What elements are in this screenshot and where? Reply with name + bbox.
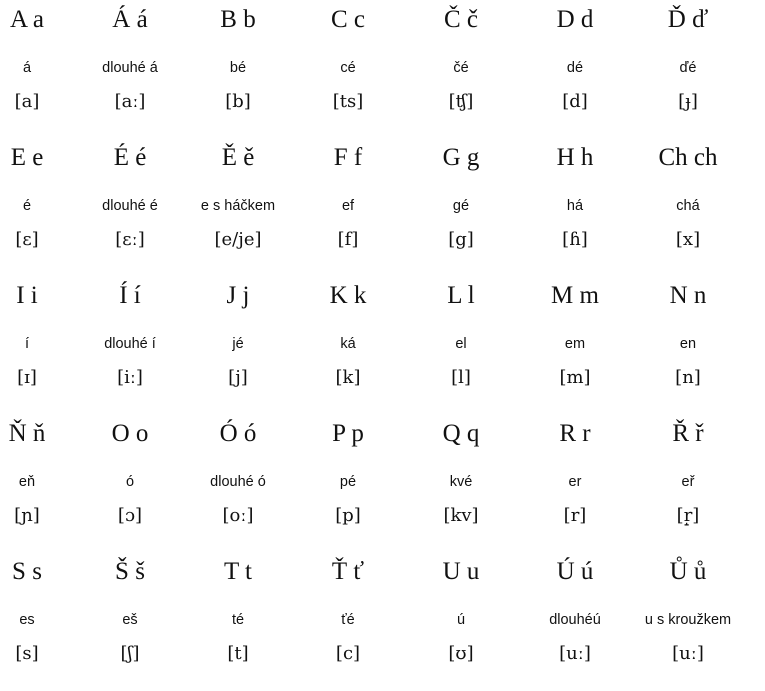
letter-glyph: Ě ě bbox=[221, 144, 255, 171]
letter-ipa: [ʊ] bbox=[448, 643, 474, 664]
letter-glyph: G g bbox=[442, 144, 480, 171]
letter-ipa: [ɛ] bbox=[15, 229, 39, 250]
letter-ipa: [ɦ] bbox=[562, 229, 588, 250]
letter-ipa: [p] bbox=[335, 505, 361, 526]
letter-glyph: H h bbox=[556, 144, 594, 171]
letter-name: há bbox=[566, 198, 584, 214]
letter-name: ó bbox=[125, 474, 135, 490]
letter-ipa: [ɟ] bbox=[678, 91, 698, 112]
letter-ipa: [uː] bbox=[559, 643, 591, 664]
letter-name: dé bbox=[566, 60, 584, 76]
letter-cell bbox=[72, 276, 188, 414]
letter-name: ef bbox=[341, 198, 355, 214]
letter-glyph: N n bbox=[669, 282, 707, 309]
letter-ipa: [f] bbox=[337, 229, 359, 250]
letter-name: bé bbox=[229, 60, 247, 76]
letter-glyph: K k bbox=[329, 282, 367, 309]
letter-glyph: F f bbox=[333, 144, 363, 171]
letter-ipa: [ɲ] bbox=[14, 505, 40, 526]
letter-glyph: E e bbox=[10, 144, 44, 171]
letter-glyph: S s bbox=[12, 558, 42, 585]
letter-glyph: A a bbox=[9, 6, 45, 33]
letter-name: dlouhéú bbox=[549, 612, 601, 628]
letter-ipa: [uː] bbox=[672, 643, 704, 664]
letter-name: čé bbox=[453, 60, 469, 76]
letter-ipa: [r] bbox=[563, 505, 587, 526]
letter-cell bbox=[517, 138, 633, 276]
alphabet-row bbox=[0, 552, 765, 690]
letter-glyph: Q q bbox=[442, 420, 480, 447]
letter-glyph: B b bbox=[220, 6, 256, 33]
letter-ipa: [m] bbox=[559, 367, 591, 388]
letter-name: u s kroužkem bbox=[644, 612, 732, 628]
letter-cell bbox=[290, 552, 406, 690]
letter-name: eř bbox=[681, 474, 695, 490]
letter-glyph: Ň ň bbox=[8, 420, 46, 447]
letter-glyph: Š š bbox=[115, 558, 145, 585]
letter-name: gé bbox=[452, 198, 470, 214]
letter-ipa: [t] bbox=[227, 643, 249, 664]
letter-cell bbox=[403, 276, 519, 414]
letter-name: dlouhé é bbox=[102, 198, 158, 214]
letter-ipa: [a] bbox=[14, 91, 40, 112]
letter-ipa: [l] bbox=[451, 367, 471, 388]
letter-glyph: Ů ů bbox=[669, 558, 707, 585]
letter-glyph: Ť ť bbox=[331, 558, 365, 585]
letter-name: té bbox=[231, 612, 245, 628]
letter-glyph: J j bbox=[226, 282, 250, 309]
letter-name: ďé bbox=[679, 60, 697, 76]
letter-name: í bbox=[24, 336, 30, 352]
letter-cell bbox=[180, 276, 296, 414]
letter-ipa: [ɛː] bbox=[115, 229, 145, 250]
letter-name: em bbox=[564, 336, 586, 352]
letter-cell bbox=[290, 276, 406, 414]
letter-cell bbox=[517, 414, 633, 552]
letter-cell bbox=[290, 0, 406, 138]
letter-glyph: I i bbox=[16, 282, 38, 309]
letter-ipa: [b] bbox=[225, 91, 251, 112]
letter-ipa: [j] bbox=[228, 367, 248, 388]
letter-name: chá bbox=[676, 198, 700, 214]
letter-glyph: C c bbox=[330, 6, 366, 33]
letter-ipa: [ɪ] bbox=[17, 367, 37, 388]
letter-name: kvé bbox=[449, 474, 473, 490]
letter-ipa: [n] bbox=[675, 367, 701, 388]
letter-glyph: P p bbox=[332, 420, 364, 447]
letter-cell bbox=[72, 0, 188, 138]
letter-ipa: [ʧ] bbox=[448, 91, 474, 112]
letter-ipa: [aː] bbox=[114, 91, 146, 112]
letter-ipa: [ʃ] bbox=[120, 643, 140, 664]
letter-glyph: Ó ó bbox=[219, 420, 257, 447]
letter-ipa: [x] bbox=[675, 229, 701, 250]
letter-cell bbox=[630, 0, 746, 138]
letter-name: é bbox=[22, 198, 32, 214]
letter-ipa: [oː] bbox=[222, 505, 254, 526]
letter-glyph: R r bbox=[559, 420, 591, 447]
letter-ipa: [ts] bbox=[332, 91, 364, 112]
letter-glyph: Á á bbox=[112, 6, 148, 33]
letter-name: en bbox=[679, 336, 697, 352]
letter-glyph: U u bbox=[442, 558, 480, 585]
letter-glyph: O o bbox=[111, 420, 149, 447]
letter-glyph: Ch ch bbox=[658, 144, 718, 171]
letter-name: ú bbox=[456, 612, 466, 628]
letter-ipa: [iː] bbox=[117, 367, 143, 388]
alphabet-row bbox=[0, 138, 765, 276]
letter-name: dlouhé í bbox=[104, 336, 156, 352]
letter-name: ká bbox=[340, 336, 356, 352]
letter-name: el bbox=[455, 336, 467, 352]
letter-name: e s háčkem bbox=[200, 198, 276, 214]
letter-name: á bbox=[22, 60, 32, 76]
letter-cell bbox=[180, 414, 296, 552]
letter-name: pé bbox=[339, 474, 357, 490]
letter-ipa: [kv] bbox=[443, 505, 479, 526]
letter-cell bbox=[180, 138, 296, 276]
letter-ipa: [r̝] bbox=[676, 505, 700, 526]
letter-glyph: Ú ú bbox=[556, 558, 594, 585]
letter-cell bbox=[180, 552, 296, 690]
letter-cell bbox=[72, 138, 188, 276]
letter-glyph: Ř ř bbox=[672, 420, 704, 447]
letter-name: ťé bbox=[341, 612, 355, 628]
letter-cell bbox=[517, 276, 633, 414]
letter-ipa: [c] bbox=[335, 643, 361, 664]
letter-ipa: [k] bbox=[335, 367, 361, 388]
letter-cell bbox=[403, 0, 519, 138]
letter-cell bbox=[403, 138, 519, 276]
letter-cell bbox=[72, 552, 188, 690]
letter-cell bbox=[630, 552, 746, 690]
letter-name: es bbox=[19, 612, 35, 628]
letter-glyph: L l bbox=[447, 282, 475, 309]
letter-ipa: [g] bbox=[448, 229, 474, 250]
letter-ipa: [d] bbox=[562, 91, 588, 112]
alphabet-row bbox=[0, 0, 765, 138]
letter-name: eš bbox=[122, 612, 138, 628]
letter-name: dlouhé á bbox=[102, 60, 158, 76]
letter-cell bbox=[517, 552, 633, 690]
letter-cell bbox=[403, 552, 519, 690]
letter-name: eň bbox=[18, 474, 36, 490]
letter-name: dlouhé ó bbox=[210, 474, 266, 490]
letter-cell bbox=[403, 414, 519, 552]
letter-glyph: Í í bbox=[119, 282, 141, 309]
letter-name: jé bbox=[232, 336, 244, 352]
letter-cell bbox=[290, 138, 406, 276]
letter-name: cé bbox=[340, 60, 356, 76]
letter-cell bbox=[72, 414, 188, 552]
letter-glyph: M m bbox=[551, 282, 599, 309]
alphabet-row bbox=[0, 276, 765, 414]
letter-glyph: Ď ď bbox=[667, 6, 709, 33]
letter-ipa: [e/je] bbox=[214, 229, 262, 250]
letter-cell bbox=[180, 0, 296, 138]
letter-glyph: É é bbox=[113, 144, 147, 171]
letter-cell bbox=[630, 414, 746, 552]
letter-cell bbox=[630, 138, 746, 276]
letter-cell bbox=[517, 0, 633, 138]
letter-glyph: T t bbox=[223, 558, 252, 585]
letter-ipa: [s] bbox=[15, 643, 39, 664]
letter-name: er bbox=[568, 474, 582, 490]
letter-glyph: D d bbox=[556, 6, 594, 33]
alphabet-row bbox=[0, 414, 765, 552]
letter-ipa: [ɔ] bbox=[117, 505, 143, 526]
letter-cell bbox=[630, 276, 746, 414]
letter-glyph: Č č bbox=[443, 6, 479, 33]
letter-cell bbox=[290, 414, 406, 552]
